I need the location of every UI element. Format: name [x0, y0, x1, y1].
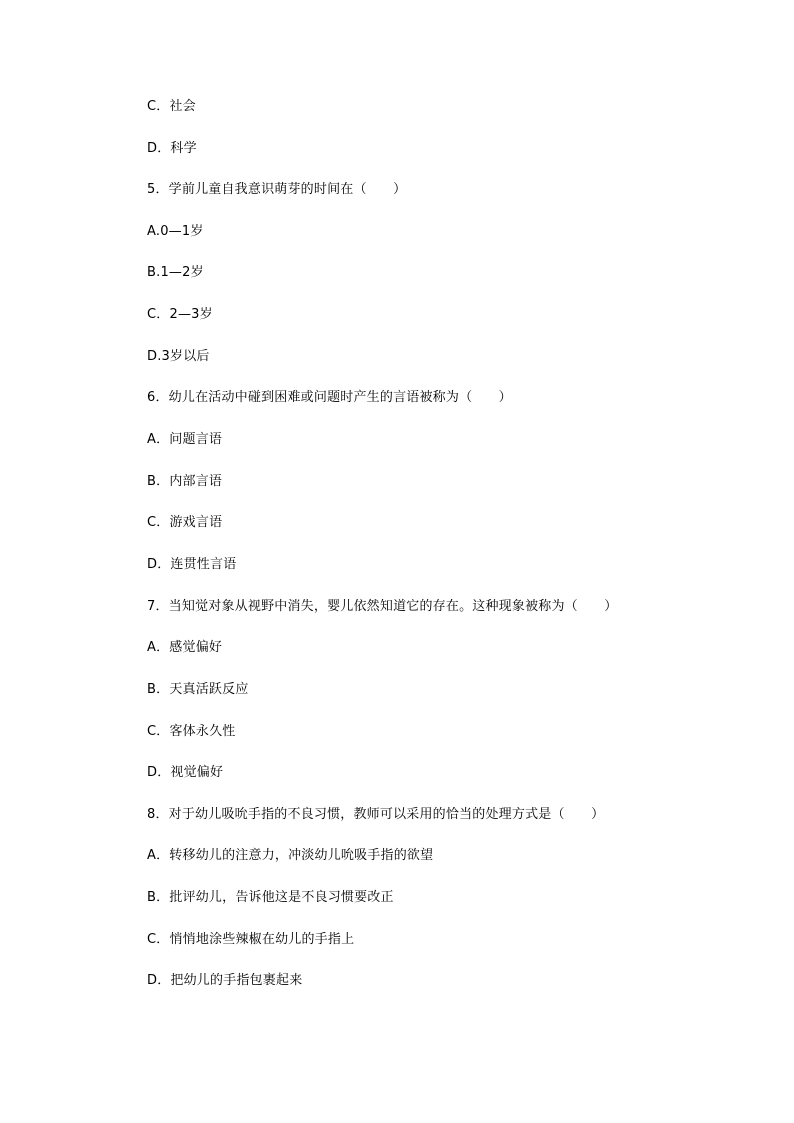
option-6c: C．游戏言语	[147, 515, 223, 530]
option-8a: A．转移幼儿的注意力，冲淡幼儿吮吸手指的欲望	[147, 848, 434, 863]
option-6d: D．连贯性言语	[147, 557, 237, 572]
option-8b: B．批评幼儿，告诉他这是不良习惯要改正	[147, 890, 394, 905]
option-7d: D．视觉偏好	[147, 765, 224, 780]
option-6b: B．内部言语	[147, 474, 223, 489]
option-7c: C．客体永久性	[147, 724, 236, 739]
question-6: 6．幼儿在活动中碰到困难或问题时产生的言语被称为（ ）	[147, 390, 512, 405]
option-8d: D．把幼儿的手指包裹起来	[147, 973, 303, 988]
option-5c: C．2—3岁	[147, 307, 213, 322]
option-5d: D.3岁以后	[147, 349, 210, 364]
option-4c: C．社会	[147, 99, 196, 114]
option-7b: B．天真活跃反应	[147, 682, 249, 697]
option-6a: A．问题言语	[147, 432, 223, 447]
option-5b: B.1—2岁	[147, 265, 204, 280]
option-5a: A.0—1岁	[147, 224, 204, 239]
question-5: 5．学前儿童自我意识萌芽的时间在（ ）	[147, 182, 407, 197]
option-4d: D．科学	[147, 141, 197, 156]
question-7: 7．当知觉对象从视野中消失，婴儿依然知道它的存在。这种现象被称为（ ）	[147, 599, 618, 614]
question-8: 8．对于幼儿吸吮手指的不良习惯，教师可以采用的恰当的处理方式是（ ）	[147, 807, 605, 822]
option-8c: C．悄悄地涂些辣椒在幼儿的手指上	[147, 932, 355, 947]
option-7a: A．感觉偏好	[147, 640, 223, 655]
